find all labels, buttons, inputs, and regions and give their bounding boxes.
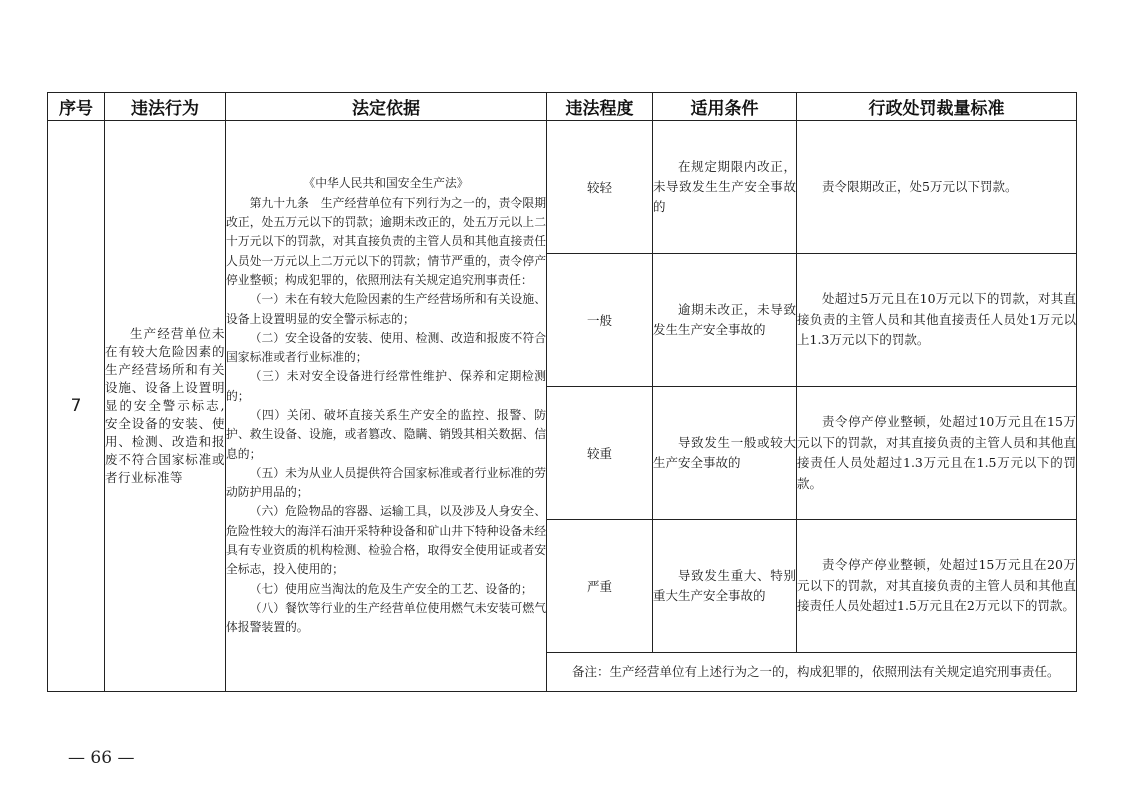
standard-text: 处超过5万元且在10万元以下的罚款，对其直接负责的主管人员和其他直接责任人员处1万元以上1.3万元以下的罚款。	[797, 291, 1076, 348]
condition-text: 逾期未改正，未导致发生生产安全事故的	[653, 302, 796, 337]
condition-serious	[653, 387, 797, 520]
note-text: 备注：生产经营单位有上述行为之一的，构成犯罪的，依照刑法有关规定追究刑事责任。	[572, 664, 1060, 679]
header-severity: 违法程度	[547, 93, 653, 121]
standard-serious	[797, 387, 1077, 520]
table-row	[48, 121, 1077, 254]
standard-light	[797, 121, 1077, 254]
table-header-row	[48, 93, 1077, 121]
condition-text: 在规定期限内改正，未导致发生生产安全事故的	[653, 159, 796, 214]
condition-general	[653, 254, 797, 387]
header-seq: 序号	[48, 93, 105, 121]
condition-text: 导致发生重大、特别重大生产安全事故的	[653, 568, 796, 603]
penalty-table	[47, 92, 1077, 692]
behavior-text: 生产经营单位未在有较大危险因素的生产经营场所和有关设施、设备上设置明显的安全警示标志,安全设备的安装、使用、检测、改造和报废不符合国家标准或者行业标准等	[105, 326, 225, 485]
header-penalty-standard: 行政处罚裁量标准	[797, 93, 1077, 121]
condition-light	[653, 121, 797, 254]
row-seq: 7	[48, 121, 105, 692]
severity-light: 较轻	[547, 121, 653, 254]
header-behavior: 违法行为	[105, 93, 226, 121]
law-paragraph: 第九十九条 生产经营单位有下列行为之一的，责令限期改正，处五万元以下的罚款；逾期未改正的，处五万元以上二十万元以下的罚款，对其直接负责的主管人员和其他直接责任人员处一万元以上二万元以下的罚款；情节严重的，责令停产停业整顿；构成犯罪的，依照刑法有关规定追究刑事责任：	[226, 195, 546, 287]
severity-serious: 较重	[547, 387, 653, 520]
severity-severe: 严重	[547, 520, 653, 653]
law-title: 《中华人民共和国安全生产法》	[303, 176, 469, 191]
law-paragraph: （六）危险物品的容器、运输工具，以及涉及人身安全、危险性较大的海洋石油开采特种设备和矿山井下特种设备未经具有专业资质的机构检测、检验合格，取得安全使用证或者安全标志，投入使用的；	[226, 504, 546, 577]
law-paragraph: （七）使用应当淘汰的危及生产安全的工艺、设备的；	[249, 581, 533, 596]
law-paragraph: （三）未对安全设备进行经常性维护、保养和定期检测的；	[226, 369, 546, 403]
standard-severe	[797, 520, 1077, 653]
law-paragraph: （一）未在有较大危险因素的生产经营场所和有关设施、设备上设置明显的安全警示标志的；	[226, 292, 546, 326]
row-legal-basis	[226, 121, 547, 692]
severity-general: 一般	[547, 254, 653, 387]
condition-severe	[653, 520, 797, 653]
row-behavior	[105, 121, 226, 692]
standard-text: 责令停产停业整顿，处超过10万元且在15万元以下的罚款，对其直接负责的主管人员和其他直接责任人员处超过1.3万元且在1.5万元以下的罚款。	[797, 414, 1076, 491]
header-condition: 适用条件	[653, 93, 797, 121]
standard-general	[797, 254, 1077, 387]
standard-text: 责令停产停业整顿，处超过15万元且在20万元以下的罚款，对其直接负责的主管人员和其他直接责任人员处超过1.5万元且在2万元以下的罚款。	[797, 557, 1076, 614]
standard-text: 责令限期改正，处5万元以下罚款。	[822, 178, 1018, 194]
law-paragraph: （二）安全设备的安装、使用、检测、改造和报废不符合国家标准或者行业标准的；	[226, 330, 546, 365]
condition-text: 导致发生一般或较大生产安全事故的	[653, 435, 796, 470]
law-paragraph: （八）餐饮等行业的生产经营单位使用燃气未安装可燃气体报警装置的。	[226, 600, 546, 635]
page-number: — 66 —	[68, 748, 135, 768]
law-paragraph: （五）未为从业人员提供符合国家标准或者行业标准的劳动防护用品的；	[226, 465, 546, 500]
law-paragraph: （四）关闭、破坏直接关系生产安全的监控、报警、防护、救生设备、设施，或者篡改、隐瞒、销毁其相关数据、信息的；	[226, 408, 546, 461]
header-legal-basis: 法定依据	[226, 93, 547, 121]
note-cell	[547, 653, 1077, 692]
